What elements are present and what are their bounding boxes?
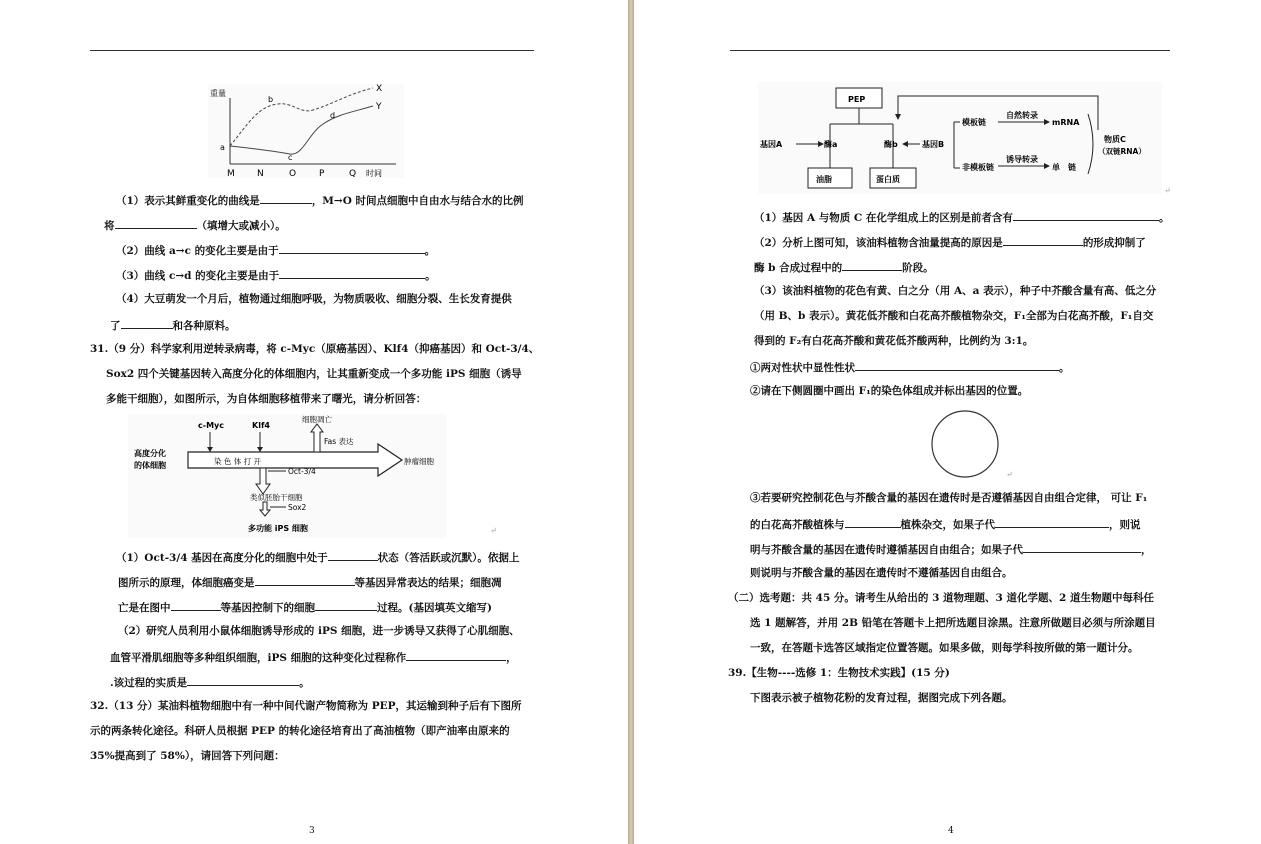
q32-3-text-d: ①两对性状中显性性状 [750, 362, 855, 374]
q32-2-line2 [754, 259, 934, 275]
header-rule [90, 50, 534, 51]
chromosome-circle[interactable] [930, 408, 1000, 480]
q32-3-text-j: ，则说 [1109, 519, 1141, 531]
section-2-line3: 一致，在答题卡选答区域指定位置答题。如果多做，则每学科按所做的第一题计分。 [750, 642, 1139, 654]
header-rule [730, 50, 1170, 51]
q31-1-text-f: 等基因控制下的细胞 [220, 602, 315, 614]
q30-4-text-a: （4）大豆萌发一个月后，植物通过细胞呼吸，为物质吸收、细胞分裂、生长发育提供 [116, 293, 512, 305]
label-oct: Oct-3/4 [288, 467, 316, 476]
ips-diagram [128, 414, 446, 538]
label-protein: 蛋白质 [876, 175, 900, 184]
arrowhead [895, 114, 901, 120]
q32-intro-3: 35%提高到了 58%），请回答下列问题： [90, 750, 285, 762]
answer-blank[interactable] [187, 674, 299, 686]
q31-1-line2 [118, 574, 502, 590]
q32-1-line [754, 209, 1169, 225]
answer-blank[interactable] [406, 649, 506, 661]
label-tumor: 肿瘤细胞 [404, 457, 434, 466]
x-tick-labels [227, 169, 356, 178]
arrowhead [1044, 163, 1050, 169]
q32-2-line1 [754, 234, 1146, 250]
page-number: 3 [309, 826, 315, 836]
answer-blank[interactable] [315, 599, 377, 611]
q31-2-text-d: .该过程的实质是 [110, 677, 188, 689]
q32-2-text-c: 酶 b 合成过程中的 [754, 262, 843, 274]
return-mark: ↵ [1164, 186, 1171, 195]
q32-3-text-e: 。 [1059, 362, 1070, 374]
q30-4-line1 [116, 292, 512, 306]
weight-curve-figure [208, 84, 404, 178]
ips-arrow [260, 502, 270, 516]
circle-svg [930, 408, 1000, 480]
answer-blank[interactable] [279, 267, 425, 279]
arrowhead [207, 447, 213, 452]
q32-3-line8 [750, 541, 1152, 557]
answer-blank[interactable] [279, 242, 425, 254]
label-enzB: 酶b [884, 140, 898, 149]
label-fas: Fas 表达 [324, 437, 354, 446]
q32-2-text-d: 阶段。 [902, 262, 934, 274]
label-pep: PEP [848, 95, 866, 104]
q30-3-line: （3）曲线 c→d 的变化主要是由于 。 [116, 267, 436, 283]
answer-blank[interactable] [171, 599, 221, 611]
q30-1-text-b: ，M→O 时间点细胞中自由水与结合水的比例 [311, 195, 524, 207]
stem-arrow [256, 468, 270, 494]
q30-1-text-c: 将 [104, 220, 115, 232]
label-klf4: Klf4 [252, 421, 270, 430]
label-chrom: 染 色 体 打 开 [214, 457, 262, 466]
label-enzA: 酶a [824, 140, 838, 149]
q30-2-text: （2）曲线 a→c 的变化主要是由于 [116, 245, 279, 257]
q31-1-text-g: 过程。(基因填英文缩写) [377, 602, 492, 614]
page-3 [0, 0, 628, 844]
label-diff1: 高度分化 [134, 449, 166, 458]
q31-2-line3 [110, 674, 310, 690]
label-natural: 自然转录 [1006, 111, 1038, 120]
q30-1-text-a: （1）表示其鲜重变化的曲线是 [116, 195, 260, 207]
q31-2-text-b: 血管平滑肌细胞等多种组织细胞，iPS 细胞的这种变化过程称作 [110, 652, 407, 664]
curve-x [230, 88, 373, 146]
q39-title: 39.【生物----选修 1：生物技术实践】(15 分) [728, 667, 950, 679]
q30-4-text-c: 和各种原料。 [172, 320, 236, 332]
label-x: X [376, 84, 383, 94]
q31-1-line3 [118, 599, 492, 615]
q32-1-text-a: （1）基因 A 与物质 C 在化学组成上的区别是前者含有 [754, 212, 1013, 224]
answer-blank[interactable] [995, 516, 1109, 528]
label-cmyc: c-Myc [198, 421, 224, 430]
label-ds: （双链RNA） [1098, 147, 1146, 156]
q31-1-text-d: 等基因异常表达的结果；细胞凋 [354, 577, 502, 589]
label-apoptosis: 细胞凋亡 [302, 415, 332, 424]
page-4 [634, 0, 1261, 844]
q32-3-text-k: 明与芥酸含量的基因在遗传时遵循基因自由组合；如果子代 [750, 544, 1023, 556]
label-y: Y [376, 102, 382, 112]
q32-2-text-b: 的形成抑制了 [1082, 237, 1146, 249]
answer-blank[interactable] [115, 217, 197, 229]
arrowhead [1044, 119, 1050, 125]
x-tick-label: P [319, 169, 325, 178]
q32-intro-2: 示的两条转化途径。科研人员根据 PEP 的转化途径培育出了高油植物（即产油率由原来的 [90, 725, 510, 737]
q32-3-line1: （3）该油料植物的花色有黄、白之分（用 A、a 表示），种子中芥酸含量有高、低之分 [754, 285, 1157, 297]
label-oil: 油脂 [816, 175, 832, 184]
section-2-line1: （二）选考题：共 45 分。请考生从给出的 3 道物理题、3 道化学题、2 道生物题中每科任 [728, 592, 1154, 604]
pep-diagram-svg [758, 82, 1162, 194]
label-template: 模板链 [962, 118, 986, 127]
q32-3-line4 [750, 359, 1070, 375]
q31-1-text-c: 图所示的原理，体细胞癌变是 [118, 577, 255, 589]
q31-2-line2 [110, 649, 517, 665]
q32-3-text-i: 植株杂交，如果子代 [900, 519, 995, 531]
label-nontemplate: 非模板链 [962, 163, 994, 172]
label-sox: Sox2 [288, 503, 307, 512]
chart-ylabel: 重量 [210, 89, 226, 98]
label-stem: 类似胚胎干细胞 [250, 493, 303, 502]
point-a: a [220, 143, 225, 152]
label-geneA: 基因A [760, 140, 783, 149]
q31-2-line1: （2）研究人员利用小鼠体细胞诱导形成的 iPS 细胞，进一步诱导又获得了心肌细胞、 [118, 625, 520, 637]
x-tick-label: M [227, 169, 235, 178]
x-tick-label: N [257, 169, 264, 178]
answer-blank[interactable] [855, 359, 1059, 371]
curve-y [230, 106, 373, 154]
q32-3-line3: 得到的 F₂有白花高芥酸和黄花低芥酸两种，比例约为 3:1。 [754, 335, 1034, 347]
q32-3-text-l: ， [1141, 544, 1152, 556]
drawing-circle [932, 411, 998, 477]
page-number: 4 [948, 826, 954, 836]
q30-1-line2 [104, 217, 286, 233]
q30-1-line1 [116, 192, 524, 208]
point-b: b [268, 95, 274, 104]
bracket-c [1088, 114, 1093, 174]
q32-3-line6: ③若要研究控制花色与芥酸含量的基因在遗传时是否遵循基因自由组合定律， 可让 F₁ [750, 492, 1148, 504]
arrowhead [902, 141, 908, 147]
q30-4-text-b: 了 [110, 320, 121, 332]
q31-2-text-c: ， [506, 652, 517, 664]
answer-blank[interactable] [1023, 541, 1141, 553]
pep-pathway-diagram [758, 82, 1162, 194]
answer-blank[interactable] [255, 574, 355, 586]
q32-3-text-h: 的白花高芥酸植株与 [750, 519, 845, 531]
return-mark: ↵ [490, 526, 497, 535]
q32-3-line9: 则说明与芥酸含量的基因在遗传时不遵循基因自由组合。 [750, 567, 1013, 579]
q32-1-text-b: 。 [1158, 212, 1170, 224]
q31-1-text-b: 状态（答活跃或沉默）。依据上 [377, 552, 520, 564]
label-ips: 多功能 iPS 细胞 [248, 524, 308, 533]
q30-3-text: （3）曲线 c→d 的变化主要是由于 [116, 270, 280, 282]
q31-intro-2: Sox2 四个关键基因转入高度分化的体细胞内，让其重新变成一个多功能 iPS 细胞（诱导 [106, 368, 522, 380]
q31-intro-3: 多能干细胞），如图所示，为自体细胞移植带来了曙光，请分析回答： [106, 393, 427, 405]
q31-intro-1: 31.（9 分）科学家利用逆转录病毒，将 c-Myc（原癌基因）、Klf4（抑癌基因）和 Oct-3/4、 [90, 343, 540, 355]
q31-1-text-e: 亡是在图中 [118, 602, 171, 614]
label-single: 单 链 [1052, 163, 1076, 172]
answer-blank[interactable] [260, 192, 312, 204]
q32-2-text-a: （2）分析上图可知，该油料植物含油量提高的原因是 [754, 237, 1003, 249]
x-tick-label: Q [349, 169, 357, 178]
q32-3-line5: ②请在下侧圆圈中画出 F₁的染色体组成并标出基因的位置。 [750, 385, 1029, 397]
label-mrna: mRNA [1052, 118, 1080, 127]
weight-curve-svg [208, 84, 404, 178]
q31-1-line1 [116, 549, 519, 565]
answer-blank[interactable] [1003, 234, 1083, 246]
section-2-line2: 选 1 题解答，并用 2B 铅笔在答题卡上把所选题目涂黑。注意所做题目必须与所涂题目 [750, 617, 1156, 629]
label-diff2: 的体细胞 [134, 461, 166, 470]
point-c: c [288, 153, 293, 162]
q32-3-line7 [750, 516, 1141, 532]
chart-xlabel: 时间 [366, 169, 382, 178]
answer-blank[interactable] [842, 259, 902, 271]
q32-intro-1: 32.（13 分）某油料植物细胞中有一种中间代谢产物简称为 PEP，其运输到种子后有下图所 [90, 700, 522, 712]
answer-blank[interactable] [1013, 209, 1159, 221]
q31-2-text-e: 。 [299, 677, 310, 689]
answer-blank[interactable] [328, 549, 378, 561]
arrowhead [257, 447, 263, 452]
ips-diagram-svg [128, 414, 446, 538]
return-mark: ↵ [1006, 470, 1013, 479]
q31-1-text-a: （1）Oct-3/4 基因在高度分化的细胞中处于 [116, 552, 328, 564]
q30-1-text-d: （填增大或减小）。 [196, 220, 286, 232]
label-matC: 物质C [1104, 135, 1126, 144]
x-tick-label: O [289, 169, 297, 178]
q39-intro: 下图表示被子植物花粉的发育过程，据图完成下列各题。 [750, 692, 1013, 704]
label-induced: 诱导转录 [1006, 155, 1038, 164]
point-d: d [330, 111, 336, 120]
label-geneB: 基因B [922, 140, 945, 149]
answer-blank[interactable] [845, 516, 901, 528]
q30-4-line2 [110, 317, 236, 333]
q32-3-line2: （用 B、b 表示）。黄花低芥酸和白花高芥酸植物杂交，F₁全部为白花高芥酸，F₁自交 [754, 310, 1154, 322]
apoptosis-arrow [311, 424, 323, 452]
q30-2-line: （2）曲线 a→c 的变化主要是由于 。 [116, 242, 435, 258]
answer-blank[interactable] [121, 317, 173, 329]
